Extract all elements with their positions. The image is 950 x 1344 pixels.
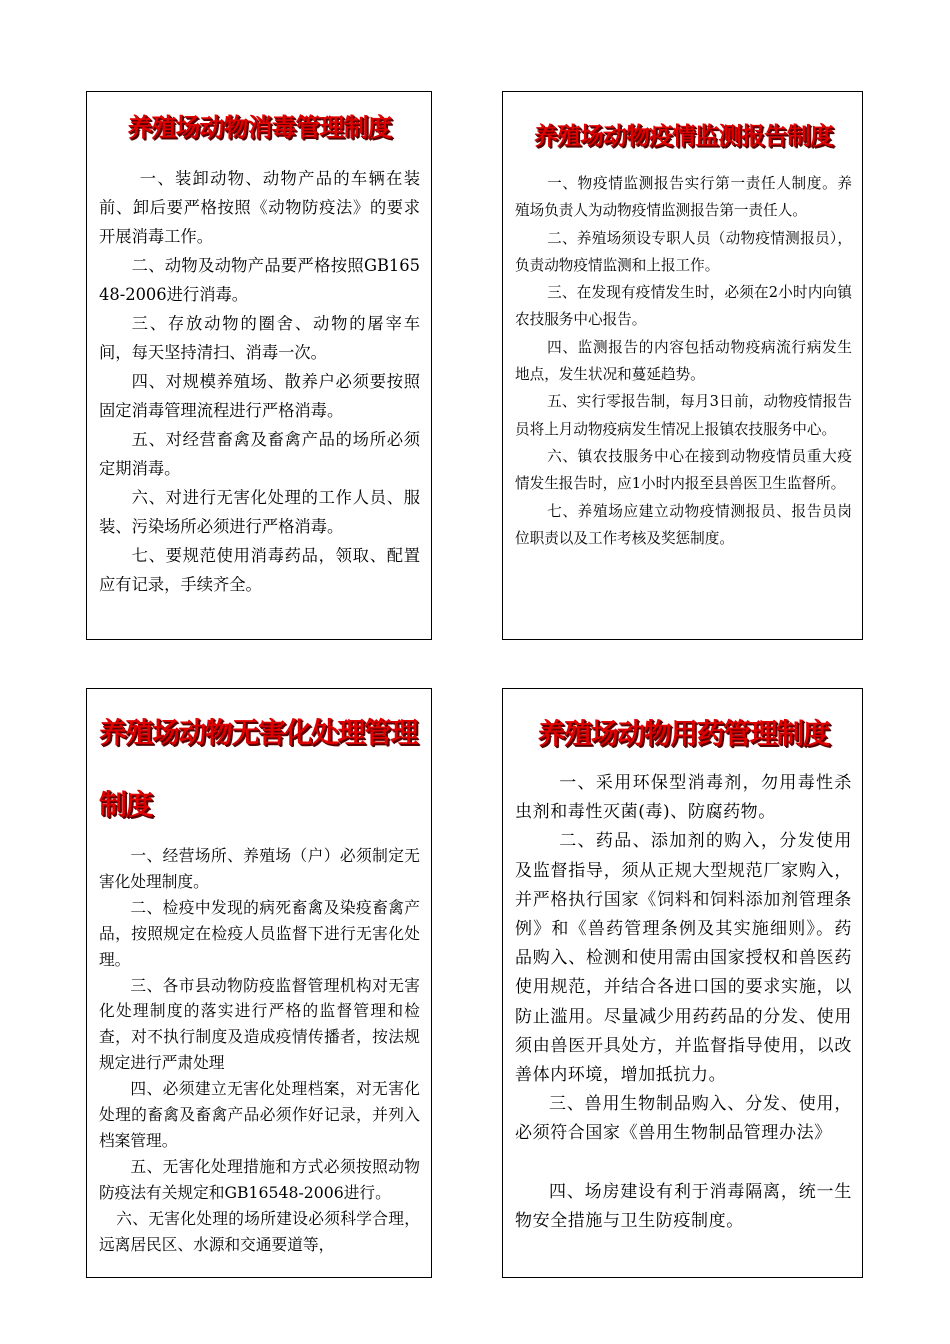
disinfection-rules-title: 养殖场动物消毒管理制度 [127, 113, 392, 142]
paragraph: 四、监测报告的内容包括动物疫病流行病发生地点，发生状况和蔓延趋势。 [515, 338, 852, 384]
paragraph: 七、要规范使用消毒药品，领取、配置应有记录，手续齐全。 [99, 546, 420, 594]
paragraph: 三、在发现有疫情发生时，必须在2小时内向镇农技服务中心报告。 [515, 284, 852, 329]
medication-rules-body [515, 769, 852, 1236]
disinfection-rules-body [99, 164, 420, 599]
paragraph: 五、对经营畜禽及畜禽产品的场所必须定期消毒。 [99, 430, 420, 478]
epidemic-report-body [515, 170, 852, 552]
paragraph: 六、镇农技服务中心在接到动物疫情员重大疫情发生报告时，应1小时内报至县兽医卫生监督所。 [515, 447, 852, 493]
paragraph: 二、养殖场须设专职人员（动物疫情测报员），负责动物疫情监测和上报工作。 [515, 229, 852, 274]
harmless-treatment-title: 养殖场动物无害化处理管理制度 [99, 716, 418, 821]
paragraph-spacer [515, 1149, 852, 1178]
paragraph: 三、兽用生物制品购入、分发、使用，必须符合国家《兽用生物制品管理办法》 [515, 1094, 852, 1144]
paragraph: 四、对规模养殖场、散养户必须要按照固定消毒管理流程进行严格消毒。 [99, 372, 420, 420]
medication-rules-panel [502, 688, 863, 1278]
paragraph: 二、动物及动物产品要严格按照GB16548-2006进行消毒。 [99, 256, 420, 304]
paragraph: 一、物疫情监测报告实行第一责任人制度。养殖场负责人为动物疫情监测报告第一责任人。 [515, 175, 852, 220]
paragraph: 七、养殖场应建立动物疫情测报员、报告员岗位职责以及工作考核及奖惩制度。 [515, 502, 852, 547]
paragraph: 五、无害化处理措施和方式必须按照动物防疫法有关规定和GB16548-2006进行。 [99, 1156, 420, 1202]
paragraph: 二、药品、添加剂的购入，分发使用及监督指导，须从正规大型规范厂家购入，并严格执行国家《饲料和饲料添加剂管理条例》和《兽药管理条例及其实施细则》。药品购入、检测和使用需由国家授权和兽医药使用规范，并结合各进口国的要求实施，以防止滥用。尽量减少用药药品的分发、使用须由兽医开具处方，并监督指导使用，以改善体内环境，增加抵抗力。 [515, 831, 852, 1086]
paragraph: 六、对进行无害化处理的工作人员、服装、污染场所必须进行严格消毒。 [99, 488, 420, 536]
paragraph: 五、实行零报告制，每月3日前，动物疫情报告员将上月动物疫病发生情况上报镇农技服务中心。 [515, 393, 852, 438]
paragraph: 四、必须建立无害化处理档案，对无害化处理的畜禽及畜禽产品必须作好记录，并列入档案管理。 [99, 1079, 420, 1150]
epidemic-report-title: 养殖场动物疫情监测报告制度 [534, 122, 833, 150]
paragraph: 三、存放动物的圈舍、动物的屠宰车间，每天坚持清扫、消毒一次。 [99, 314, 420, 362]
paragraph: 二、检疫中发现的病死畜禽及染疫畜禽产品，按照规定在检疫人员监督下进行无害化处理。 [99, 897, 420, 969]
medication-rules-title: 养殖场动物用药管理制度 [537, 717, 830, 750]
epidemic-report-panel [502, 91, 863, 640]
paragraph: 六、无害化处理的场所建设必须科学合理，远离居民区、水源和交通要道等， [99, 1208, 420, 1254]
harmless-treatment-body [99, 843, 420, 1258]
paragraph: 一、装卸动物、动物产品的车辆在装前、卸后要严格按照《动物防疫法》的要求开展消毒工作。 [99, 169, 420, 246]
harmless-treatment-panel [86, 688, 432, 1278]
paragraph: 一、采用环保型消毒剂，勿用毒性杀虫剂和毒性灭菌(毒)、防腐药物。 [515, 773, 852, 823]
paragraph: 三、各市县动物防疫监督管理机构对无害化处理制度的落实进行严格的监督管理和检查，对不执行制度及造成疫情传播者，按法规规定进行严肃处理 [99, 975, 420, 1073]
paragraph: 一、经营场所、养殖场（户）必须制定无害化处理制度。 [99, 846, 420, 891]
disinfection-rules-panel [86, 91, 432, 640]
paragraph: 四、场房建设有利于消毒隔离，统一生物安全措施与卫生防疫制度。 [515, 1181, 852, 1231]
